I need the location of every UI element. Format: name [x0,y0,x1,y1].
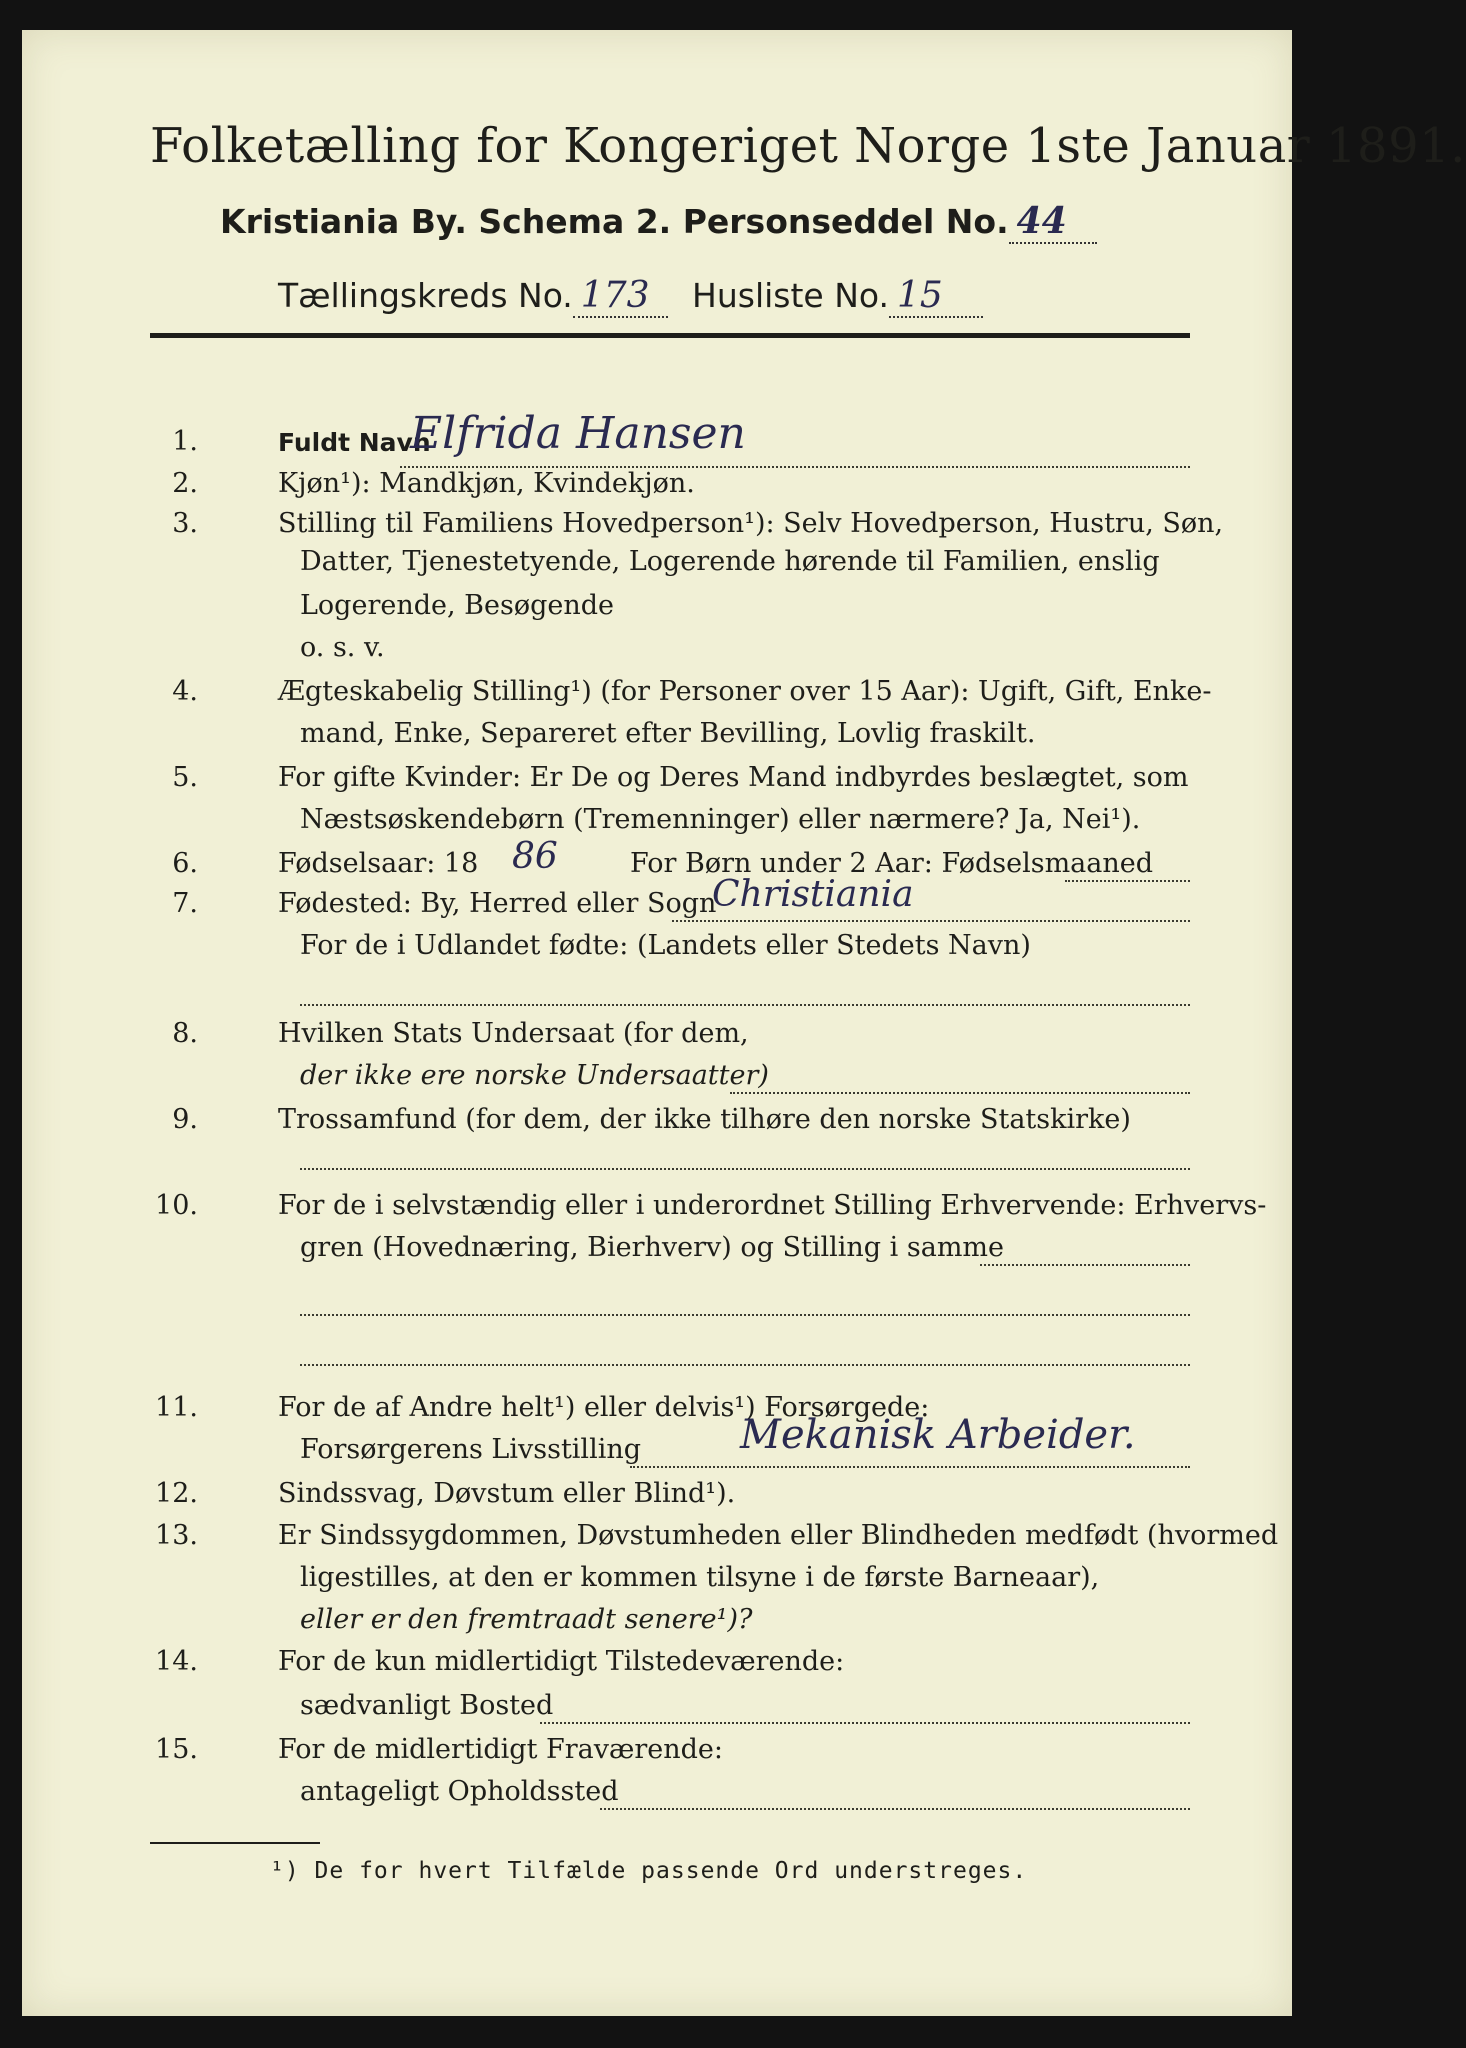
item-label-line-2: gren (Hovednæring, Bierhverv) og Stilling i samme [300,1232,1005,1263]
item-number: 9. [172,1104,198,1135]
item-number: 8. [172,1018,198,1049]
header-divider [150,333,1190,338]
fill-line [630,1466,1190,1468]
item-number: 5. [172,762,198,793]
kreds-label: Tællingskreds No. [278,276,573,315]
full-name-value: Elfrida Hansen [410,408,746,459]
item-label: For de af Andre helt¹) eller delvis¹) Forsørgede: [278,1392,930,1423]
item-label-line-2: antageligt Opholdssted [300,1776,619,1807]
item-number: 11. [155,1392,198,1423]
form-title: Folketælling for Kongeriget Norge 1ste Januar 1891. [150,118,1466,174]
fill-line [300,1314,1190,1316]
item-number: 15. [155,1734,198,1765]
husliste-label: Husliste No. [692,276,889,315]
item-label: Hvilken Stats Undersaat (for dem, [278,1018,749,1049]
item-label: Trossamfund (for dem, der ikke tilhøre den norske Statskirke) [278,1104,1131,1135]
item-label: Fødselsaar: 18 [278,848,479,879]
provider-occupation-value: Mekanisk Arbeider. [740,1412,1136,1458]
item-number: 6. [172,848,198,879]
item-label-line-2: For de i Udlandet fødte: (Landets eller Stedets Navn) [300,930,1031,961]
item-label-line-2: der ikke ere norske Undersaatter) [300,1060,769,1091]
item-label: For de midlertidigt Fraværende: [278,1734,724,1765]
fill-line [600,1808,1190,1810]
kreds-number: 173 [573,275,668,318]
item-label-line-2: mand, Enke, Separeret efter Bevilling, Lovlig fraskilt. [300,718,1036,749]
item-label-b: For Børn under 2 Aar: Fødselsmaaned [630,848,1154,879]
item-number: 10. [155,1190,198,1221]
fill-line [300,1004,1190,1006]
fill-line [672,920,1190,922]
item-label: Ægteskabelig Stilling¹) (for Personer over 15 Aar): Ugift, Gift, Enke- [278,676,1212,707]
item-label: For gifte Kvinder: Er De og Deres Mand indbyrdes beslægtet, som [278,762,1189,793]
item-label-line-4: o. s. v. [300,632,385,663]
item-label-line-3: eller er den fremtraadt senere¹)? [300,1604,753,1635]
birthplace-value: Christiania [712,874,914,915]
item-label: Stilling til Familiens Hovedperson¹): Selv Hovedperson, Hustru, Søn, [278,508,1224,539]
item-number: 2. [172,468,198,499]
fill-line [300,1168,1190,1170]
item-number: 3. [172,508,198,539]
husliste-number: 15 [889,275,983,318]
item-label-line-3: Logerende, Besøgende [300,590,614,621]
item-label-line-2: Næstsøskendebørn (Tremenninger) eller nærmere? Ja, Nei¹). [300,804,1141,835]
item-label-line-2: sædvanligt Bosted [300,1690,554,1721]
item-number: 1. [172,426,198,457]
fill-line [300,1364,1190,1366]
kreds-line [278,275,983,316]
item-label: Sindssvag, Døvstum eller Blind¹). [278,1478,736,1509]
fill-line [980,1264,1190,1266]
item-label: Kjøn¹): Mandkjøn, Kvindekjøn. [278,468,695,499]
item-label: For de kun midlertidigt Tilstedeværende: [278,1646,845,1677]
schema-line [220,200,1097,242]
city-schema-label: Kristiania By. Schema 2. Personseddel No. [220,202,1009,241]
item-number: 13. [155,1520,198,1551]
footnote: ¹) De for hvert Tilfælde passende Ord understreges. [270,1858,1028,1884]
item-label: Fødested: By, Herred eller Sogn [278,888,717,919]
fill-line [540,1722,1190,1724]
personseddel-number: 44 [1009,200,1097,244]
item-number: 7. [172,888,198,919]
item-number: 14. [155,1646,198,1677]
item-label: Fuldt Navn [278,428,431,457]
item-number: 4. [172,676,198,707]
item-label-line-2: Datter, Tjenestetyende, Logerende hørende til Familien, enslig [300,546,1160,577]
item-label: For de i selvstændig eller i underordnet Stilling Erhvervende: Erhvervs- [278,1190,1267,1221]
item-label-line-2: Forsørgerens Livsstilling [300,1434,642,1465]
item-label-line-2: ligestilles, at den er kommen tilsyne i de første Barneaar), [300,1562,1100,1593]
item-number: 12. [155,1478,198,1509]
item-label: Er Sindssygdommen, Døvstumheden eller Blindheden medfødt (hvormed [278,1520,1279,1551]
fill-line [730,1092,1190,1094]
footnote-rule [150,1842,320,1844]
fill-line [1065,880,1190,882]
birth-year-value: 86 [512,836,558,877]
